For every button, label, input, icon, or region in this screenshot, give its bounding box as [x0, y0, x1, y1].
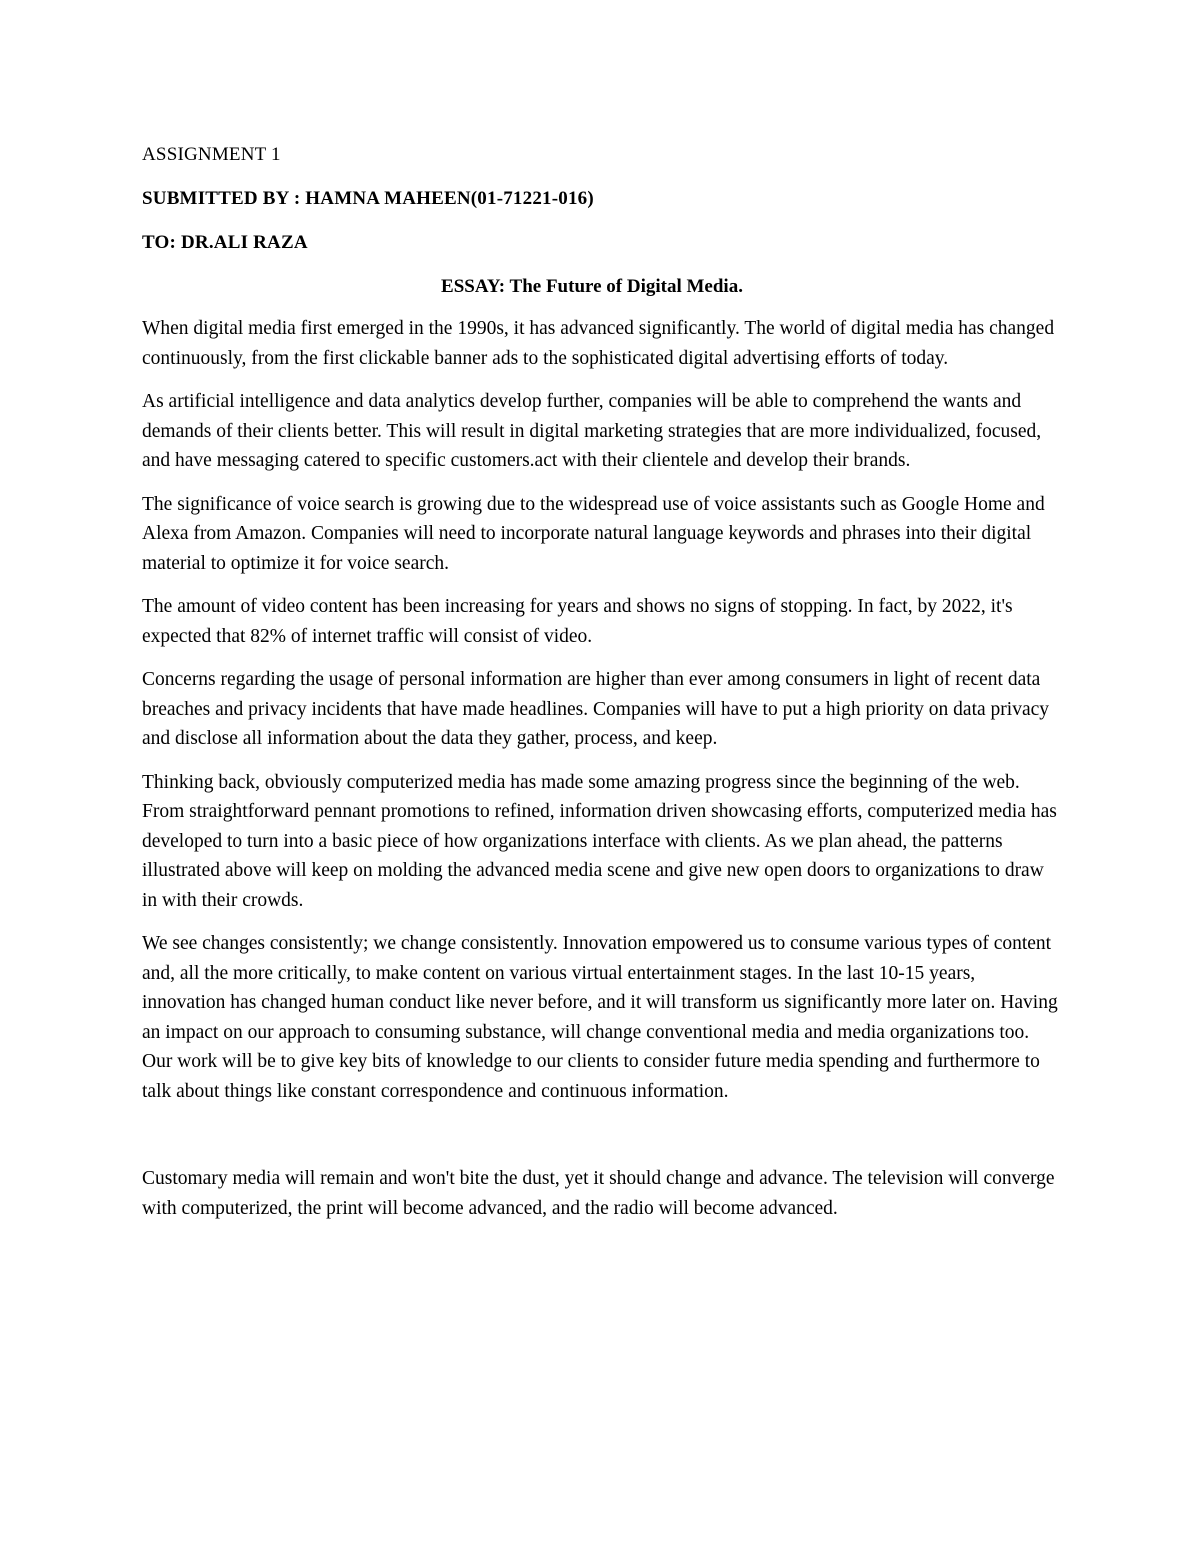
essay-title: ESSAY: The Future of Digital Media.	[441, 276, 743, 297]
paragraph-intro: When digital media first emerged in the 1990s, it has advanced significantly. The world of digital media has changed continuously, from the first clickable banner ads to the sophisticated digital advertising efforts of today.	[142, 318, 1055, 369]
paragraph-conclusion: Customary media will remain and won't bite the dust, yet it should change and advance. The television will converge with computerized, the print will become advanced, and the radio will become advanced.	[142, 1168, 1055, 1219]
paragraph-data-privacy: Concerns regarding the usage of personal information are higher than ever among consumers in light of recent data breaches and privacy incidents that have made headlines. Companies will have to put a high priority on data privacy and disclose all information about the data they gather, process, and keep.	[142, 669, 1050, 749]
paragraph-voice-search: The significance of voice search is growing due to the widespread use of voice assistants such as Google Home and Alexa from Amazon. Companies will need to incorporate natural language keywords and phrases into their digital material to optimize it for voice search.	[142, 493, 1045, 574]
document-page	[142, 142, 1062, 1237]
paragraph-ai-analytics: As artificial intelligence and data analytics develop further, companies will be able to comprehend the wants and demands of their clients better. This will result in digital marketing strategies that are more individualized, focused, and have messaging catered to specific customers.act with their clientele and develop their brands.	[142, 391, 1042, 471]
assignment-heading: ASSIGNMENT 1	[142, 144, 281, 165]
blank-line	[142, 1120, 1062, 1164]
submitted-by-line: SUBMITTED BY : HAMNA MAHEEN(01-71221-016)	[142, 188, 594, 209]
paragraph-reflection: Thinking back, obviously computerized media has made some amazing progress since the beginning of the web. From straightforward pennant promotions to refined, information driven showcasing efforts, computerized media has developed to turn into a basic piece of how organizations interface with clients. As we plan ahead, the patterns illustrated above will keep on molding the advanced media scene and give new open doors to organizations to draw in with their crowds.	[142, 771, 1057, 911]
recipient-line: TO: DR.ALI RAZA	[142, 232, 308, 253]
paragraph-changes: We see changes consistently; we change consistently. Innovation empowered us to consume various types of content and, all the more critically, to make content on various virtual entertainment stages. In the last 10-15 years, innovation has changed human conduct like never before, and it will transform us significantly more later on. Having an impact on our approach to consuming substance, will change conventional media and media organizations too. Our work will be to give key bits of knowledge to our clients to consider future media spending and furthermore to talk about things like constant correspondence and continuous information.	[142, 933, 1058, 1102]
paragraph-video-content: The amount of video content has been increasing for years and shows no signs of stopping. In fact, by 2022, it's expected that 82% of internet traffic will consist of video.	[142, 596, 1013, 647]
